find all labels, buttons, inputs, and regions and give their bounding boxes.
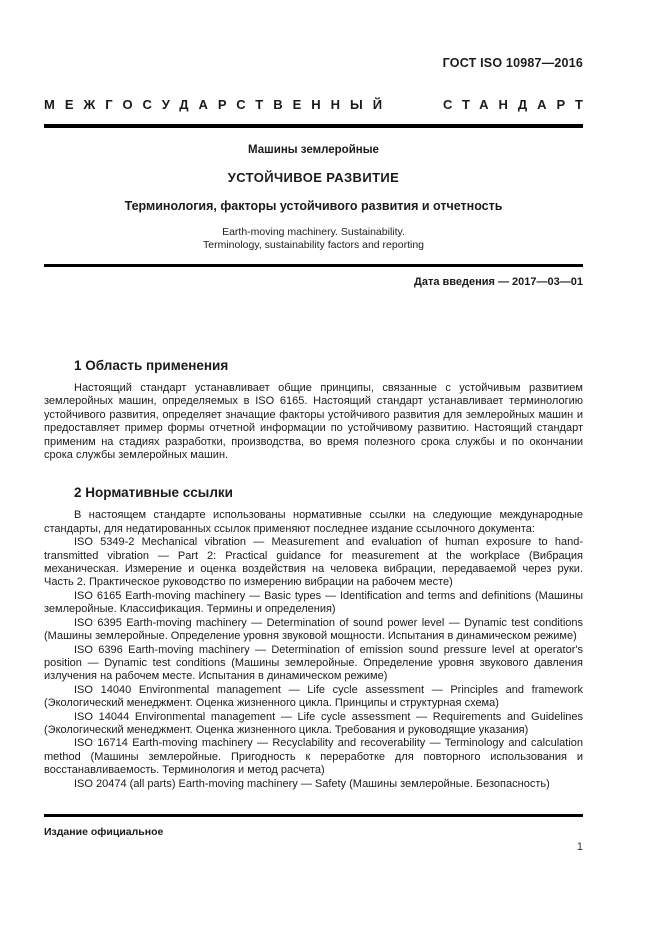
document-code: ГОСТ ISO 10987—2016 (442, 56, 583, 70)
standard-type-word-1: МЕЖГОСУДАРСТВЕННЫЙ (44, 97, 393, 112)
title-subject: Машины землеройные (248, 144, 379, 156)
reference-iso-6165: ISO 6165 Earth-moving machinery — Basic types — Identification and terms and definitions (Машины землеройные. Классификация. Термины и определения) (44, 589, 583, 616)
title-english-line2: Terminology, sustainability factors and reporting (203, 239, 424, 251)
section-2-heading: 2 Нормативные ссылки (74, 485, 233, 501)
title-subtitle: Терминология, факторы устойчивого развития и отчетность (124, 199, 503, 213)
reference-iso-20474: ISO 20474 (all parts) Earth-moving machinery — Safety (Машины землеройные. Безопасность) (74, 777, 550, 790)
section-2-intro-paragraph: В настоящем стандарте использованы нормативные ссылки на следующие международные стандарты, для недатированных ссылок применяют последнее издание ссылочного документа: (44, 509, 583, 535)
introduction-date: Дата введения — 2017—03—01 (414, 276, 583, 288)
section-1-heading: 1 Область применения (74, 358, 229, 373)
title-block (44, 144, 583, 252)
header-rule (44, 124, 583, 128)
reference-iso-14040: ISO 14040 Environmental management — Life cycle assessment — Principles and framework (Экологический менеджмент. Оценка жизненного цикла. Принципы и структурная схема) (44, 683, 583, 710)
reference-iso-6395: ISO 6395 Earth-moving machinery — Determination of sound power level — Dynamic test conditions (Машины землеройные. Определение уровня звуковой мощности. Испытания в динамическом режиме) (44, 616, 583, 643)
standard-type-word-2: СТАНДАРТ (442, 97, 593, 112)
reference-iso-16714: ISO 16714 Earth-moving machinery — Recyclability and recoverability — Terminology and calculation method (Машины землеройные. Пригодность к переработке для повторного использования и восстанавливаемость. Терминология и метод расчета) (44, 737, 583, 777)
page-number: 1 (576, 841, 583, 853)
title-main: УСТОЙЧИВОЕ РАЗВИТИЕ (227, 170, 400, 185)
title-bottom-rule (44, 264, 583, 267)
title-english (44, 226, 583, 252)
reference-iso-6396: ISO 6396 Earth-moving machinery — Determination of emission sound pressure level at operator's position — Dynamic test conditions (Машины землеройные. Определение уровня звукового давления излучения на рабочем месте. Испытания в динамическом режиме) (44, 643, 583, 683)
reference-iso-14044: ISO 14044 Environmental management — Life cycle assessment — Requirements and Guidelines (Экологический менеджмент. Оценка жизненного цикла. Требования и руководящие указания) (44, 710, 583, 736)
page-footer (44, 814, 583, 853)
edition-note: Издание официальное (44, 826, 164, 838)
standard-type-line (44, 97, 593, 112)
footer-rule (44, 814, 583, 817)
section-1-paragraph: Настоящий стандарт устанавливает общие принципы, связанные с устойчивым развитием землеройных машин, определяемых в ISO 6165. Настоящий стандарт устанавливает терминологию устойчивого развития, определяет значащие факторы устойчивого развития для землеройных машин и предоставляет пример формы отчетной информации по устойчивому развитию. Настоящий стандарт применим на стадиях разработки, производства, во время полезного срока службы и по окончании срока службы землеройных машин. (44, 382, 583, 462)
title-english-line1: Earth-moving machinery. Sustainability. (222, 226, 405, 238)
reference-iso-5349-2: ISO 5349-2 Mechanical vibration — Measurement and evaluation of human exposure to hand-transmitted vibration — Part 2: Practical guidance for measurement at the workplace (Вибрация механическая. Измерение и оценка воздействия на человека вибрации, передаваемой через руки. Часть 2. Практическое руководство по измерению вибрации на рабочем месте) (44, 536, 583, 589)
